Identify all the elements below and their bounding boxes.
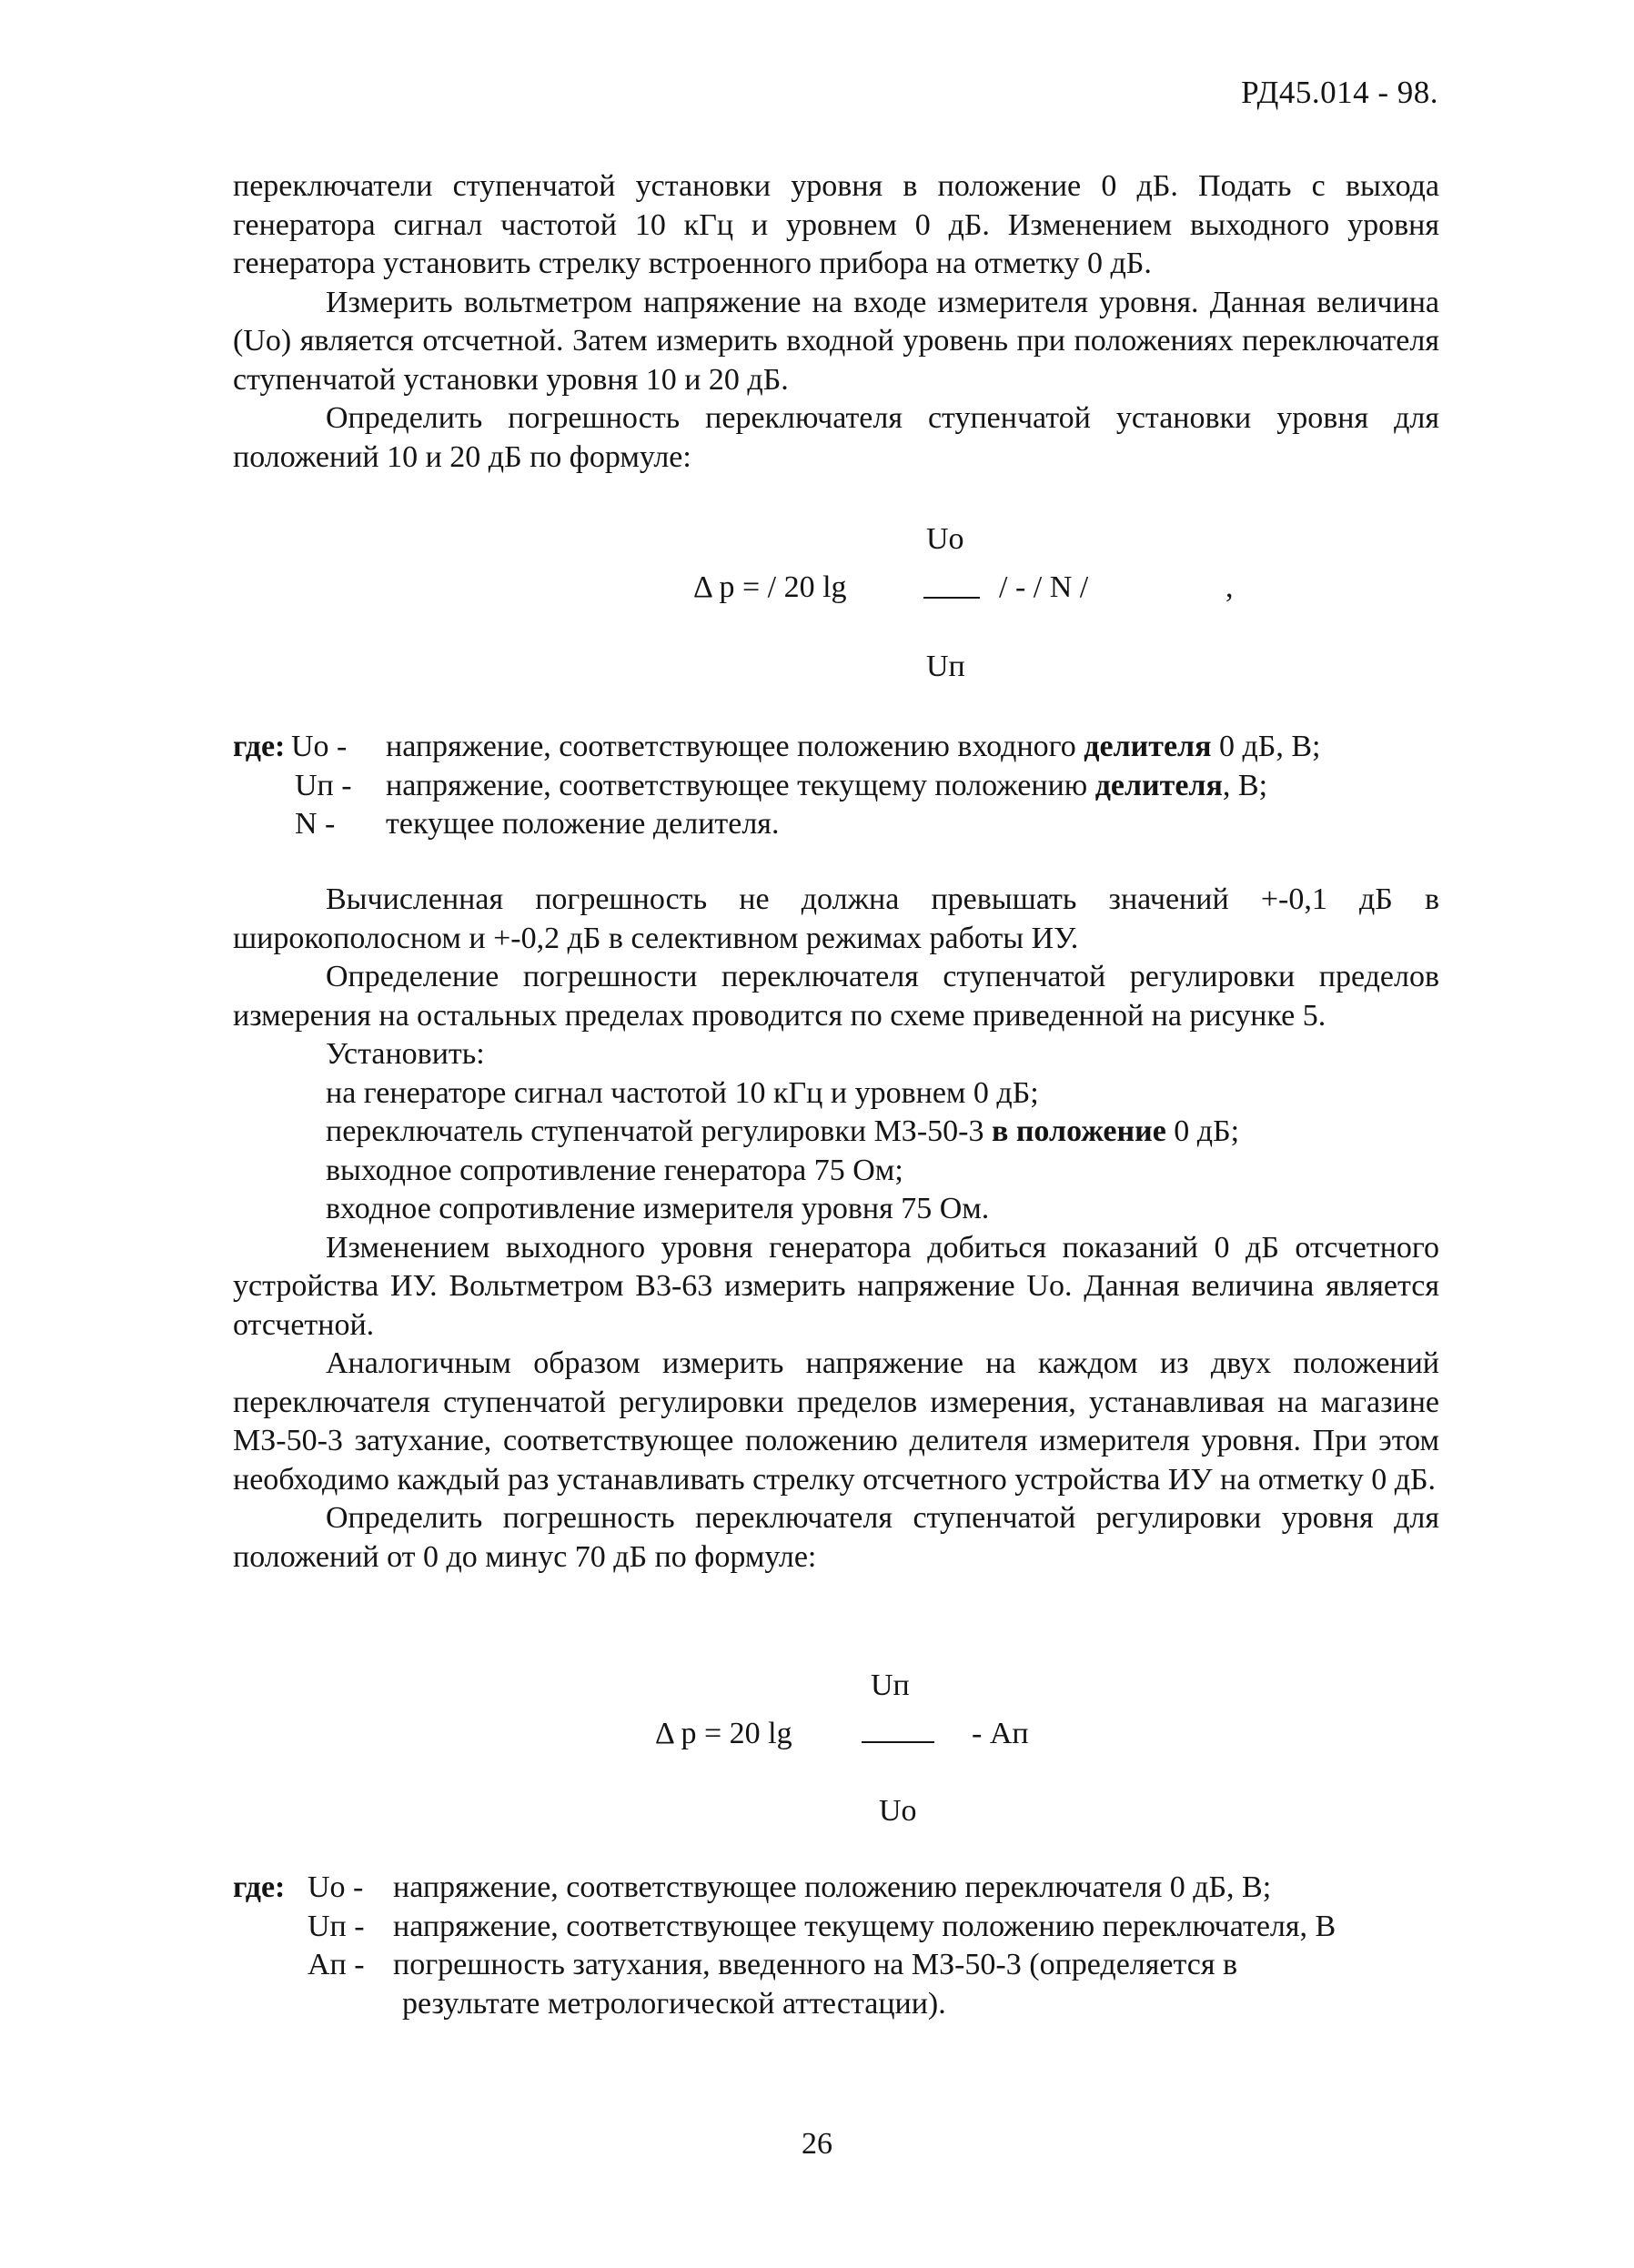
list-item: выходное сопротивление генератора 75 Ом; <box>326 1153 903 1187</box>
where-symbol: Uo - <box>308 1870 364 1904</box>
where-desc-bold: делителя <box>1084 730 1212 763</box>
list-item <box>233 1113 1439 1152</box>
fraction-bar <box>862 1740 934 1744</box>
where-row <box>233 1869 1336 1908</box>
list-item: на генераторе сигнал частотой 10 кГц и уровнем 0 дБ; <box>326 1075 1039 1110</box>
page-number: 26 <box>802 2127 832 2161</box>
fraction-bar <box>923 596 980 600</box>
list-item-text: переключатель ступенчатой регулировки МЗ-50-3 <box>326 1114 992 1148</box>
where-row <box>233 805 1320 844</box>
where-row <box>233 1908 1336 1947</box>
where-symbol: Ап - <box>308 1948 365 1981</box>
where-desc <box>386 767 1267 806</box>
formula-numerator: Uo <box>926 522 964 556</box>
where-desc: погрешность затухания, введенного на МЗ-50-3 (определяется в <box>393 1948 1238 1981</box>
where-desc <box>386 805 779 844</box>
where-desc-bold: делителя <box>1094 768 1223 802</box>
where-row <box>233 728 1320 767</box>
formula-lhs: Δ р = / 20 lg <box>693 570 847 604</box>
list-item-bold: в положение <box>991 1114 1166 1148</box>
formula-comma: , <box>1226 570 1234 604</box>
paragraph: Установить: <box>326 1037 485 1071</box>
text-block-1 <box>233 167 1439 477</box>
where-desc-text: , В; <box>1222 768 1268 802</box>
where-desc: напряжение, соответствующее текущему положению переключателя, В <box>393 1909 1336 1943</box>
where-block-1 <box>233 728 1320 844</box>
where-block-2 <box>233 1869 1336 2023</box>
formula-numerator: Uп <box>871 1668 910 1702</box>
formula-denominator: Uo <box>879 1794 917 1828</box>
paragraph: Вычисленная погрешность не должна превышать значений +-0,1 дБ в широкополосном и +-0,2 дБ в селективном режимах работы ИУ. <box>233 882 1439 955</box>
where-desc <box>386 728 1320 767</box>
paragraph: Определение погрешности переключателя ступенчатой регулировки пределов измерения на остальных пределах проводится по схеме приведенной на рисунке 5. <box>233 960 1439 1033</box>
formula-rhs: / - / N / <box>999 570 1089 604</box>
where-row <box>233 1946 1336 1985</box>
where-desc-text: текущее положение делителя. <box>386 807 780 841</box>
where-symbol: Uп - <box>295 768 352 802</box>
where-symbol: Uп - <box>308 1909 365 1943</box>
where-desc-text: напряжение, соответствующее текущему положению <box>386 768 1095 802</box>
where-desc-text: 0 дБ, В; <box>1211 730 1321 763</box>
paragraph: Измерить вольтметром напряжение на входе измерителя уровня. Данная величина (Uo) является отсчетной. Затем измерить входной уровень при положениях переключателя ступенчатой установки уровня 10 и 20 дБ. <box>233 285 1439 397</box>
paragraph: переключатели ступенчатой установки уровня в положение 0 дБ. Подать с выхода генератора сигнал частотой 10 кГц и уровнем 0 дБ. Изменением выходного уровня генератора установить стрелку встроенного прибора на отметку 0 дБ. <box>233 169 1439 280</box>
formula-rhs: - Ап <box>972 1717 1029 1750</box>
paragraph: Изменением выходного уровня генератора добиться показаний 0 дБ отсчетного устройства ИУ. Вольтметром В3-63 измерить напряжение Uo. Данная величина является отсчетной. <box>233 1230 1439 1342</box>
where-desc-continuation: результате метрологической аттестации). <box>402 1986 946 2021</box>
where-row <box>233 1985 1336 2024</box>
paragraph: Определить погрешность переключателя ступенчатой регулировки уровня для положений от 0 до минус 70 дБ по формуле: <box>233 1501 1439 1574</box>
where-lead: где: <box>233 1870 286 1904</box>
where-symbol: Uo - <box>291 730 348 763</box>
formula-denominator: Uп <box>926 650 965 683</box>
paragraph: Аналогичным образом измерить напряжение на каждом из двух положений переключателя ступенчатой регулировки пределов измерения, устанавливая на магазине МЗ-50-3 затухание, соответствующее положению делителя измерителя уровня. При этом необходимо каждый раз устанавливать стрелку отсчетного устройства ИУ на отметку 0 дБ. <box>233 1346 1439 1497</box>
document-code: РД45.014 - 98. <box>1241 75 1438 110</box>
list-item: входное сопротивление измерителя уровня 75 Ом. <box>326 1192 990 1225</box>
where-desc: напряжение, соответствующее положению переключателя 0 дБ, В; <box>393 1870 1272 1904</box>
where-row <box>233 767 1320 806</box>
formula-lhs: Δ р = 20 lg <box>655 1717 792 1750</box>
paragraph: Определить погрешность переключателя ступенчатой установки уровня для положений 10 и 20 дБ по формуле: <box>233 401 1439 474</box>
where-symbol: N - <box>295 807 336 841</box>
list-item-text: 0 дБ; <box>1165 1114 1240 1148</box>
where-desc-text: напряжение, соответствующее положению входного <box>386 730 1084 763</box>
text-block-2 <box>233 881 1439 1577</box>
where-lead: где: <box>233 730 286 763</box>
